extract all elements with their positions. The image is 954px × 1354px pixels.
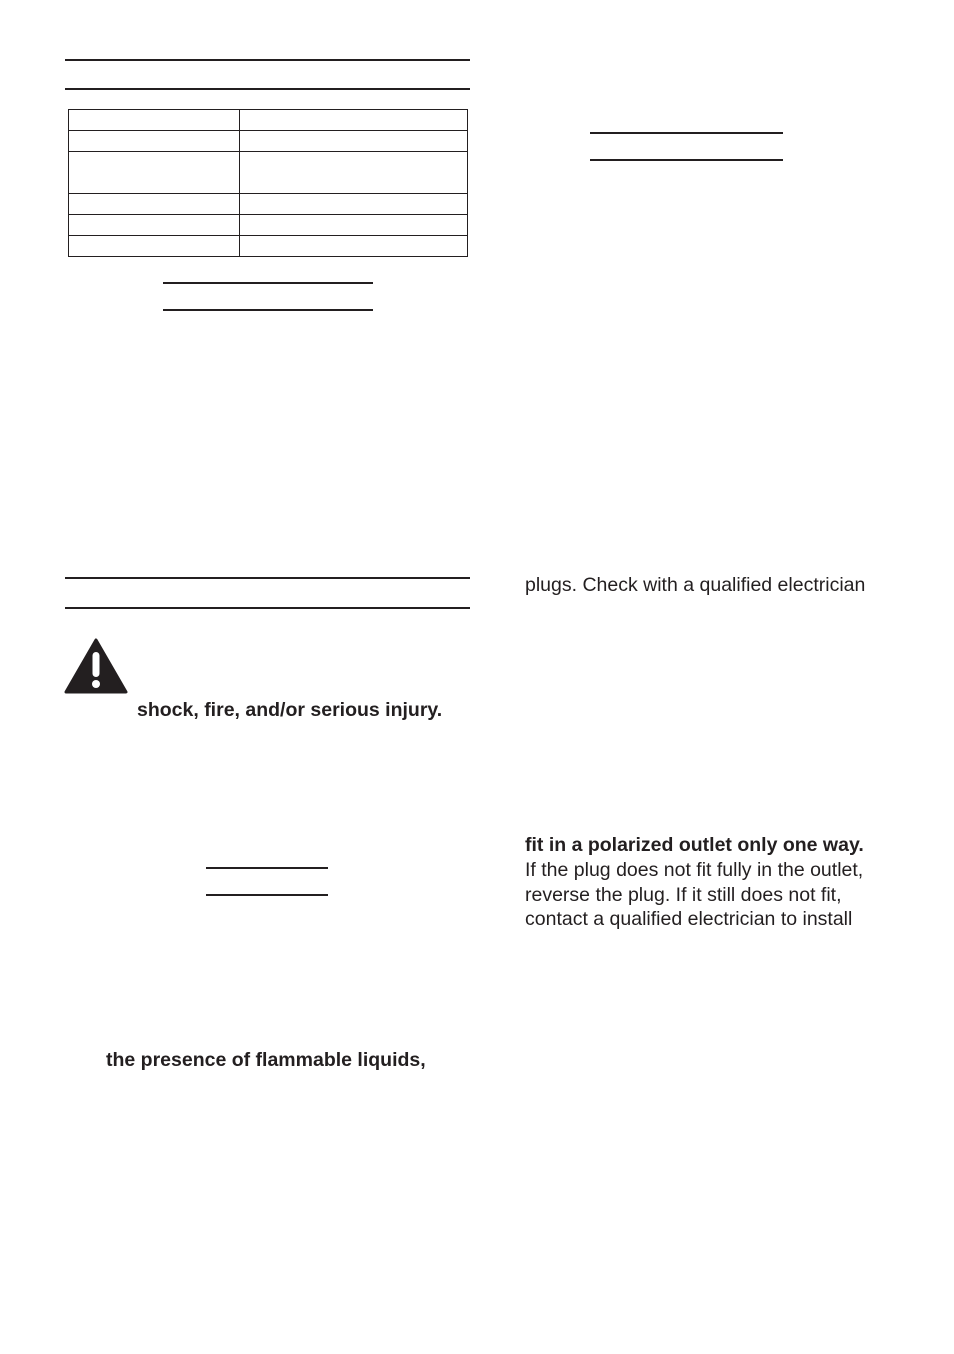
polarized-text-line-1: fit in a polarized outlet only one way. (525, 834, 864, 856)
spec-value (240, 110, 468, 131)
work-area-heading-bottom-rule (206, 894, 328, 896)
safety-rules-header-bottom-rule (65, 607, 470, 609)
grounding-text: plugs. Check with a qualified electrician (525, 574, 866, 596)
polarized-text-line-4: contact a qualified electrician to install (525, 908, 853, 930)
electrical-safety-heading-bottom-rule (590, 159, 783, 161)
table-row (69, 236, 468, 257)
spec-value (240, 194, 468, 215)
spec-label (69, 131, 240, 152)
specifications-header-top-rule (65, 59, 470, 61)
polarized-text-line-3: reverse the plug. If it still does not fit, (525, 884, 842, 906)
warning-text: shock, fire, and/or serious injury. (137, 699, 443, 721)
work-area-text: the presence of flammable liquids, (106, 1049, 426, 1071)
safety-rules-header-top-rule (65, 577, 470, 579)
spec-label (69, 110, 240, 131)
spec-label (69, 152, 240, 194)
symbology-heading-bottom-rule (163, 309, 373, 311)
specifications-table (68, 109, 468, 257)
spec-value (240, 152, 468, 194)
electrical-safety-heading-top-rule (590, 132, 783, 134)
polarized-text-line-2: If the plug does not fit fully in the outlet, (525, 859, 864, 881)
spec-value (240, 236, 468, 257)
spec-value (240, 131, 468, 152)
work-area-heading-top-rule (206, 867, 328, 869)
spec-value (240, 215, 468, 236)
specifications-header-bottom-rule (65, 88, 470, 90)
spec-label (69, 236, 240, 257)
symbology-heading-top-rule (163, 282, 373, 284)
table-row (69, 194, 468, 215)
table-row (69, 152, 468, 194)
spec-label (69, 194, 240, 215)
warning-triangle-icon (64, 638, 128, 694)
table-row (69, 215, 468, 236)
table-row (69, 131, 468, 152)
table-row (69, 110, 468, 131)
spec-label (69, 215, 240, 236)
